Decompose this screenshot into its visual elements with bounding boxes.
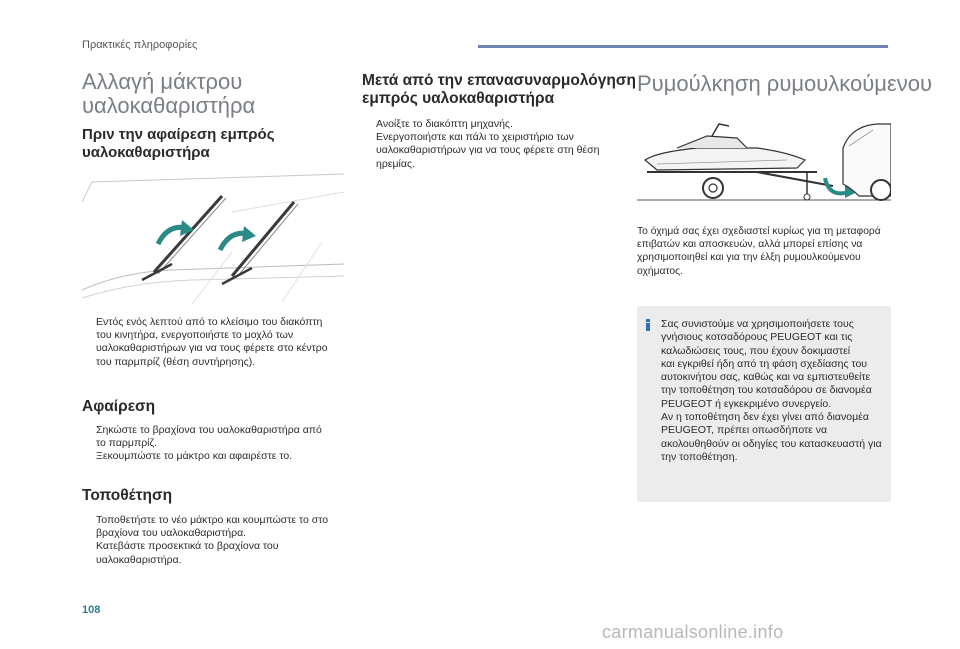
installation-heading: Τοποθέτηση	[82, 487, 173, 504]
towing-description: Το όχημά σας έχει σχεδιαστεί κυρίως για τη μεταφορά επιβατών και αποσκευών, αλλά μπορεί επίσης να χρησιμοποιηθεί και για την έλξη ρυμουλκούμενου οχήματος.	[637, 226, 881, 277]
before-removal-instruction	[82, 316, 344, 369]
after-reassembly-heading: Μετά από την επανασυναρμολόγηση εμπρός υαλοκαθαριστήρα	[362, 72, 636, 107]
trailer-icon	[647, 172, 833, 200]
towing-title: Ρυμούλκηση ρυμουλκούμενου	[637, 71, 933, 96]
list-item: Κατεβάστε προσεκτικά το βραχίονα του υαλοκαθαριστήρα.	[96, 540, 279, 566]
list-item: Σηκώστε το βραχίονα του υαλοκαθαριστήρα από το παρμπρίζ.	[96, 424, 322, 450]
removal-steps	[82, 424, 344, 464]
section-header: Πρακτικές πληροφορίες	[82, 39, 198, 51]
before-removal-heading: Πριν την αφαίρεση εμπρός υαλοκαθαριστήρα	[82, 126, 275, 161]
wiper-change-title: Αλλαγή μάκτρου υαλοκαθαριστήρα	[82, 69, 256, 118]
page-number: 108	[82, 604, 101, 616]
after-reassembly-steps	[362, 118, 624, 171]
installation-steps	[82, 514, 344, 567]
info-note: Σας συνιστούμε να χρησιμοποιήσετε τους γνήσιους κοτσαδόρους PEUGEOT και τις καλωδιώσεις τους, που έχουν δοκιμαστεί και εγκριθεί ήδη από τη φάση σχεδίασης του αυτοκινήτου σας, καθώς και να εμπιστευθείτε την τοποθέτηση του κοτσαδόρου σε διανομέα PEUGEOT ή εγκεκριμένο συνεργείο. Αν η τοποθέτηση δεν έχει γίνει από διανομέα PEUGEOT, πρέπει οπωσδήποτε να ακολουθηθούν οι οδηγίες του κατασκευαστή για την τοποθέτηση.	[661, 318, 882, 463]
list-item: Ανοίξτε το διακόπτη μηχανής.	[376, 118, 513, 130]
removal-heading: Αφαίρεση	[82, 398, 156, 415]
list-item: Ενεργοποιήστε και πάλι το χειριστήριο των υαλοκαθαριστήρων για να τους φέρετε στη θέση ηρεμίας.	[376, 131, 600, 170]
trailer-towing-illustration	[637, 108, 891, 210]
list-item: Ξεκουμπώστε το μάκτρο και αφαιρέστε το.	[96, 450, 293, 463]
jet-ski-icon	[645, 124, 805, 170]
car-rear-icon	[843, 124, 891, 200]
list-item: Εντός ενός λεπτού από το κλείσιμο του διακόπτη του κινητήρα, ενεργοποιήστε το μοχλό των υαλοκαθαριστήρων για να τους φέρετε στο κέντρο του παρμπρίζ (θέση συντήρησης).	[96, 316, 328, 368]
list-item: Τοποθετήστε το νέο μάκτρο και κουμπώστε το στο βραχίονα του υαλοκαθαριστήρα.	[96, 514, 329, 540]
windshield-wiper-illustration	[82, 172, 344, 304]
header-rule	[478, 45, 888, 48]
watermark: carmanualsonline.info	[602, 622, 784, 642]
info-icon	[646, 318, 650, 330]
